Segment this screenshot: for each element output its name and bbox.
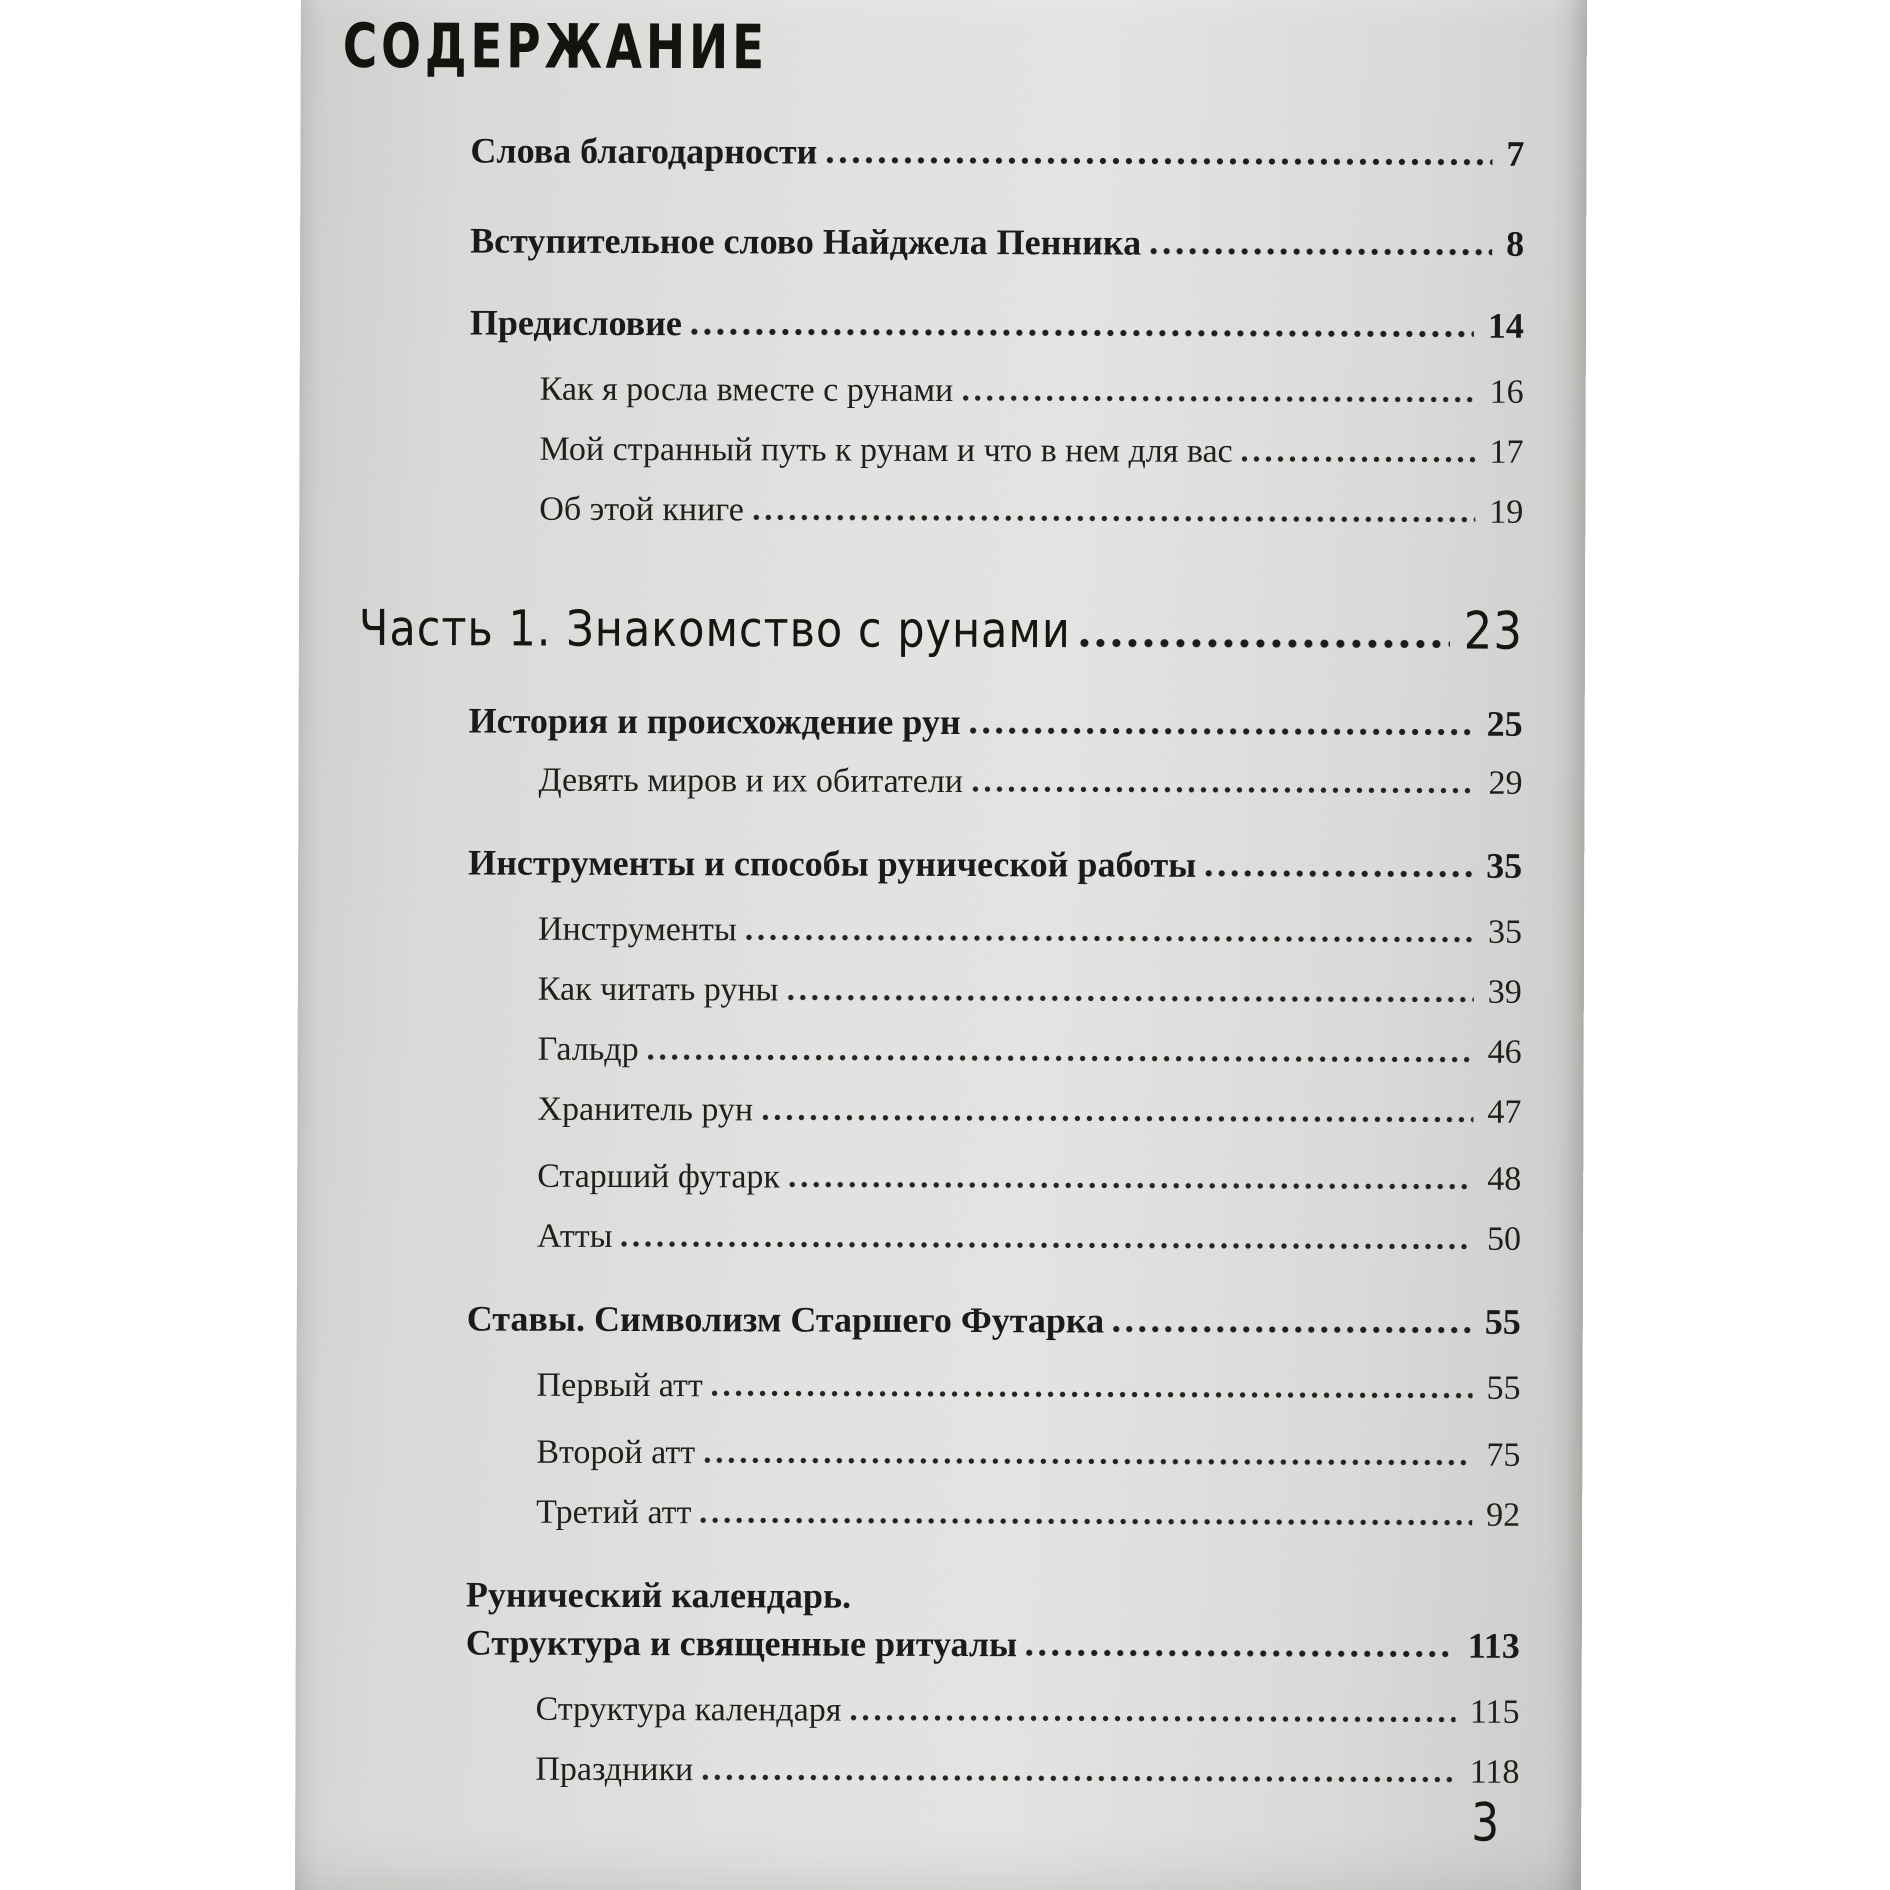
toc-entry-label: Как читать руны	[537, 970, 779, 1009]
toc-entry	[538, 909, 1522, 954]
toc-entry-page: 75	[1486, 1436, 1521, 1474]
dot-leader	[1026, 1649, 1454, 1657]
toc-entry	[537, 1365, 1521, 1410]
dot-leader	[1242, 456, 1476, 463]
toc-entry-page: 46	[1487, 1033, 1522, 1071]
toc-entry	[535, 1749, 1519, 1794]
toc-entry-label: Как я росла вместе с рунами	[539, 370, 954, 410]
dot-leader	[826, 157, 1492, 166]
toc-content	[295, 0, 1587, 1890]
toc-entry-label: Хранитель рун	[537, 1090, 754, 1129]
toc-entry-page: 35	[1486, 845, 1523, 886]
page-title: СОДЕРЖАНИЕ	[342, 10, 769, 83]
toc-entry	[537, 1216, 1521, 1261]
dot-leader	[700, 1517, 1472, 1525]
toc-entry	[467, 1298, 1521, 1343]
toc-entry-page: 115	[1469, 1693, 1520, 1731]
dot-leader	[621, 1241, 1473, 1250]
toc-entry-page: 19	[1489, 493, 1524, 531]
toc-entry-page: 35	[1487, 913, 1523, 951]
toc-entry-page: 48	[1487, 1160, 1522, 1198]
toc-entry-label: Часть 1. Знакомство с рунами	[358, 600, 1071, 660]
dot-leader	[704, 1457, 1472, 1465]
toc-entry	[537, 1156, 1521, 1201]
toc-entry-label: Слова благодарности	[470, 130, 818, 172]
toc-entry-page: 92	[1486, 1496, 1521, 1534]
toc-entry-label: Третий атт	[536, 1493, 692, 1532]
toc-entry	[470, 302, 1524, 347]
toc-entry-page: 55	[1486, 1369, 1521, 1407]
toc-entry-label: Рунический календарь.	[465, 1574, 852, 1616]
dot-leader	[970, 727, 1473, 736]
toc-entry	[539, 489, 1523, 534]
toc-entry-label: Вступительное слово Найджела Пенника	[470, 220, 1142, 263]
toc-entry-page: 47	[1487, 1093, 1522, 1131]
dot-leader	[753, 514, 1475, 522]
page-number: 3	[1471, 1792, 1500, 1854]
toc-entry-label: Первый атт	[536, 1366, 703, 1405]
toc-entry	[466, 1574, 1520, 1619]
toc-entry-label: Предисловие	[469, 302, 682, 344]
toc-entry-page: 29	[1488, 764, 1523, 802]
toc-entry	[535, 1689, 1519, 1734]
toc-entry	[468, 842, 1522, 887]
dot-leader	[962, 395, 1475, 403]
toc-entry-label: Старший футарк	[537, 1157, 781, 1196]
toc-entry-page: 17	[1489, 433, 1524, 471]
toc-entry-page: 14	[1487, 305, 1524, 346]
toc-entry	[469, 700, 1523, 745]
toc-entry-label: Девять миров и их обитатели	[538, 761, 964, 801]
dot-leader	[746, 934, 1474, 942]
toc-entry	[470, 130, 1524, 175]
toc-entry-page: 23	[1463, 600, 1524, 662]
dot-leader	[787, 995, 1473, 1003]
dot-leader	[850, 1715, 1455, 1723]
toc-entry-page: 16	[1489, 373, 1524, 411]
book-page	[295, 0, 1587, 1890]
toc-entry	[536, 1492, 1520, 1537]
dot-leader	[691, 328, 1474, 337]
toc-entry-page: 8	[1506, 223, 1525, 264]
toc-entry	[537, 1089, 1521, 1134]
toc-entry-label: Об этой книге	[539, 490, 744, 529]
toc-entry-label: Ставы. Символизм Старшего Футарка	[466, 1298, 1105, 1341]
dot-leader	[1113, 1326, 1471, 1334]
toc-part-entry	[359, 602, 1523, 663]
dot-leader	[789, 1182, 1473, 1190]
toc-entry-label: Структура календаря	[535, 1690, 842, 1729]
dot-leader	[648, 1054, 1474, 1063]
toc-entry-label: Структура и священные ритуалы	[465, 1622, 1018, 1665]
toc-entry-label: Инструменты	[537, 910, 737, 949]
toc-entry	[466, 1622, 1520, 1667]
dot-leader	[762, 1114, 1473, 1122]
toc-entry-page: 55	[1484, 1301, 1521, 1342]
toc-entry-label: Второй атт	[536, 1433, 696, 1472]
toc-entry-page: 39	[1487, 973, 1522, 1011]
toc-entry-page: 113	[1467, 1625, 1520, 1666]
toc-entry-page: 7	[1506, 133, 1525, 174]
toc-entry	[470, 220, 1524, 265]
toc-entry	[536, 1432, 1520, 1477]
toc-entry	[538, 1029, 1522, 1074]
dot-leader	[1150, 248, 1492, 256]
dot-leader	[972, 786, 1474, 794]
toc-entry-page: 25	[1486, 703, 1523, 744]
toc-list	[337, 129, 1524, 1794]
toc-entry-label: Праздники	[535, 1750, 694, 1789]
toc-entry-page: 50	[1486, 1220, 1522, 1258]
dot-leader	[1205, 870, 1472, 878]
toc-entry-label: Гальдр	[537, 1030, 639, 1069]
toc-entry-label: История и происхождение рун	[468, 700, 961, 743]
dot-leader	[1080, 638, 1450, 648]
toc-entry	[538, 969, 1522, 1014]
toc-entry	[540, 369, 1524, 414]
dot-leader	[702, 1774, 1455, 1782]
toc-entry-label: Инструменты и способы рунической работы	[468, 842, 1197, 885]
toc-entry-label: Атты	[536, 1217, 613, 1255]
toc-entry	[538, 760, 1522, 805]
toc-entry-label: Мой странный путь к рунам и что в нем для вас	[539, 430, 1233, 470]
toc-entry	[539, 429, 1523, 474]
toc-entry-page: 118	[1469, 1753, 1520, 1791]
dot-leader	[712, 1390, 1473, 1398]
